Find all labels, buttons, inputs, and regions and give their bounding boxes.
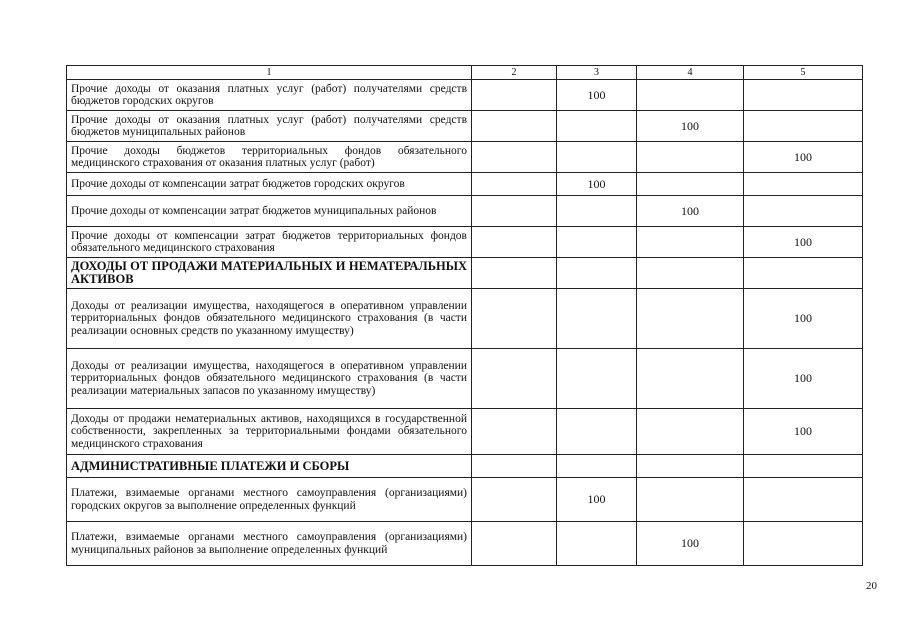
row-description: Прочие доходы от компенсации затрат бюджетов территориальных фондов обязательного медицинского страхования <box>67 227 472 258</box>
cell-col3: 100 <box>557 173 637 196</box>
cell-col2 <box>472 196 557 227</box>
cell-col4 <box>637 478 744 522</box>
cell-col5 <box>744 478 863 522</box>
cell-col3: 100 <box>557 478 637 522</box>
table-row <box>67 522 863 566</box>
page-number: 20 <box>866 580 877 592</box>
cell-col5: 100 <box>744 227 863 258</box>
cell-col3 <box>557 227 637 258</box>
cell-col2 <box>472 349 557 409</box>
cell-col5 <box>744 196 863 227</box>
table-row <box>67 196 863 227</box>
table-row <box>67 80 863 111</box>
cell-col2 <box>472 289 557 349</box>
cell-col5: 100 <box>744 349 863 409</box>
row-description: Прочие доходы бюджетов территориальных фондов обязательного медицинского страхования от оказания платных услуг (работ) <box>67 142 472 173</box>
cell-col5: 100 <box>744 289 863 349</box>
cell-col4 <box>637 455 744 478</box>
header-row <box>67 66 863 80</box>
cell-col3 <box>557 196 637 227</box>
row-description: Доходы от реализации имущества, находящегося в оперативном управлении территориальных фондов обязательного медицинского страхования (в части реализации материальных запасов по указанному имуществу) <box>67 349 472 409</box>
section-heading: АДМИНИСТРАТИВНЫЕ ПЛАТЕЖИ И СБОРЫ <box>67 455 472 478</box>
cell-col5 <box>744 258 863 289</box>
cell-col4 <box>637 258 744 289</box>
table-row <box>67 349 863 409</box>
row-description: Платежи, взимаемые органами местного самоуправления (организациями) муниципальных районов за выполнение определенных функций <box>67 522 472 566</box>
table-row <box>67 409 863 455</box>
cell-col4 <box>637 80 744 111</box>
table-row <box>67 478 863 522</box>
cell-col2 <box>472 227 557 258</box>
cell-col4: 100 <box>637 196 744 227</box>
cell-col5: 100 <box>744 409 863 455</box>
cell-col4: 100 <box>637 111 744 142</box>
cell-col2 <box>472 478 557 522</box>
cell-col2 <box>472 142 557 173</box>
cell-col2 <box>472 455 557 478</box>
cell-col5: 100 <box>744 142 863 173</box>
section-heading-row <box>67 258 863 289</box>
col-header-2: 2 <box>472 66 557 80</box>
section-heading-row <box>67 455 863 478</box>
cell-col5 <box>744 173 863 196</box>
cell-col3 <box>557 409 637 455</box>
cell-col3 <box>557 111 637 142</box>
col-header-1: 1 <box>67 66 472 80</box>
cell-col3: 100 <box>557 80 637 111</box>
cell-col5 <box>744 80 863 111</box>
row-description: Прочие доходы от компенсации затрат бюджетов городских округов <box>67 173 472 196</box>
cell-col2 <box>472 409 557 455</box>
cell-col3 <box>557 455 637 478</box>
table-row <box>67 227 863 258</box>
table-row <box>67 173 863 196</box>
cell-col3 <box>557 258 637 289</box>
table-row <box>67 142 863 173</box>
cell-col4 <box>637 142 744 173</box>
cell-col4 <box>637 173 744 196</box>
cell-col3 <box>557 289 637 349</box>
cell-col2 <box>472 173 557 196</box>
row-description: Прочие доходы от оказания платных услуг (работ) получателями средств бюджетов городских округов <box>67 80 472 111</box>
cell-col2 <box>472 522 557 566</box>
row-description: Доходы от продажи нематериальных активов, находящихся в государственной собственности, закрепленных за территориальными фондами обязательного медицинского страхования <box>67 409 472 455</box>
row-description: Прочие доходы от оказания платных услуг (работ) получателями средств бюджетов муниципальных районов <box>67 111 472 142</box>
cell-col5 <box>744 522 863 566</box>
cell-col5 <box>744 455 863 478</box>
table-row <box>67 289 863 349</box>
cell-col4: 100 <box>637 522 744 566</box>
cell-col2 <box>472 258 557 289</box>
cell-col4 <box>637 409 744 455</box>
cell-col3 <box>557 522 637 566</box>
cell-col5 <box>744 111 863 142</box>
cell-col3 <box>557 349 637 409</box>
cell-col3 <box>557 142 637 173</box>
row-description: Доходы от реализации имущества, находящегося в оперативном управлении территориальных фондов обязательного медицинского страхования (в части реализации основных средств по указанному имуществу) <box>67 289 472 349</box>
col-header-3: 3 <box>557 66 637 80</box>
revenue-table <box>66 65 863 566</box>
row-description: Платежи, взимаемые органами местного самоуправления (организациями) городских округов за выполнение определенных функций <box>67 478 472 522</box>
row-description: Прочие доходы от компенсации затрат бюджетов муниципальных районов <box>67 196 472 227</box>
section-heading: ДОХОДЫ ОТ ПРОДАЖИ МАТЕРИАЛЬНЫХ И НЕМАТЕРАЛЬНЫХ АКТИВОВ <box>67 258 472 289</box>
cell-col4 <box>637 289 744 349</box>
col-header-4: 4 <box>637 66 744 80</box>
cell-col4 <box>637 349 744 409</box>
cell-col4 <box>637 227 744 258</box>
col-header-5: 5 <box>744 66 863 80</box>
cell-col2 <box>472 80 557 111</box>
cell-col2 <box>472 111 557 142</box>
table-row <box>67 111 863 142</box>
